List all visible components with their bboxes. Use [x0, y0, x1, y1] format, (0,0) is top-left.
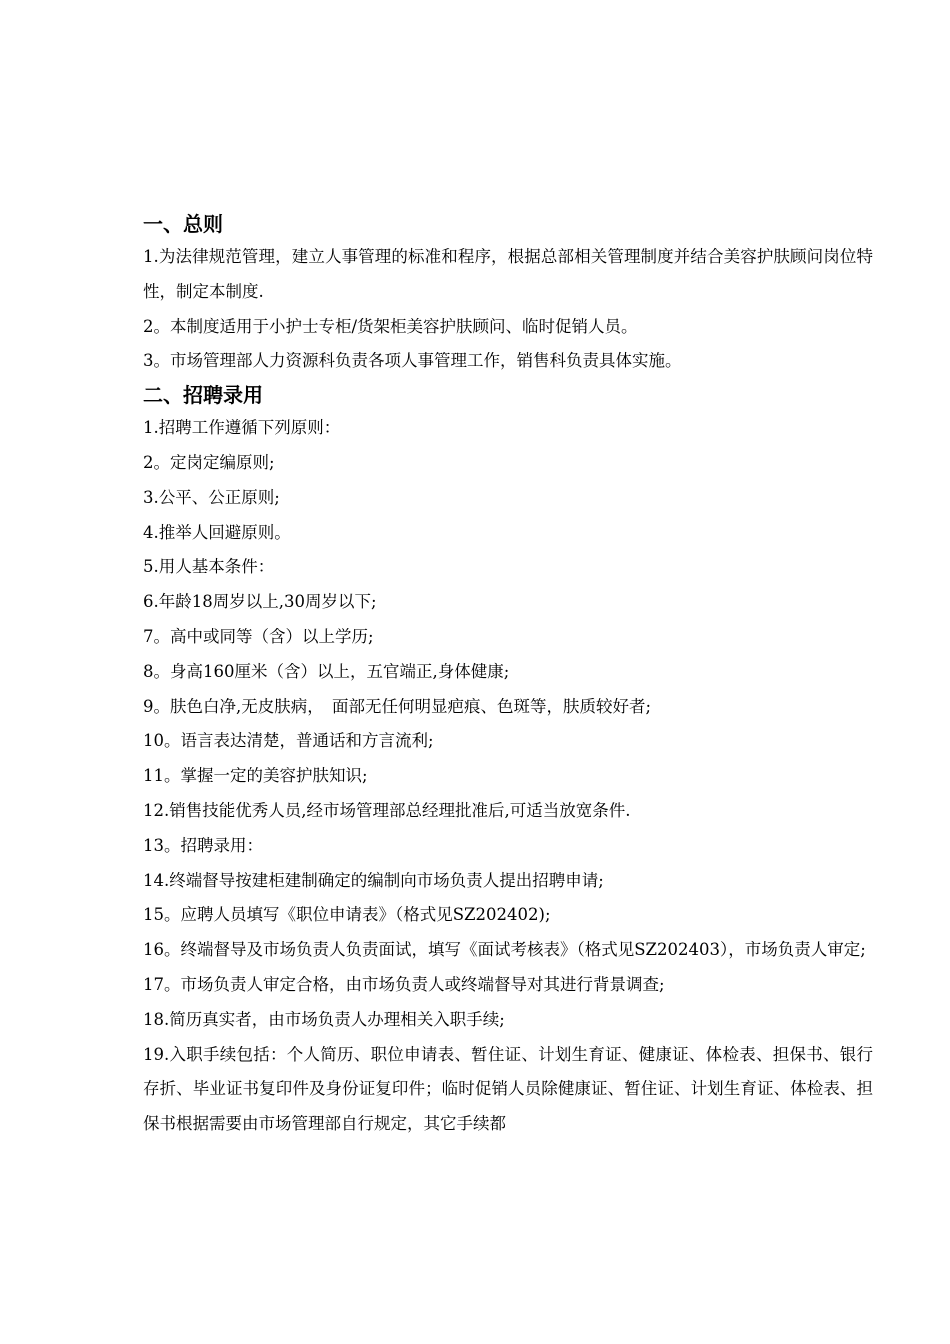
paragraph: 1.为法律规范管理，建立人事管理的标准和程序，根据总部相关管理制度并结合美容护肤顾问岗位特性，制定本制度.	[143, 247, 873, 301]
paragraph: 7。高中或同等（含）以上学历;	[143, 626, 374, 646]
paragraph: 3。市场管理部人力资源科负责各项人事管理工作，销售科负责具体实施。	[143, 351, 682, 371]
paragraph: 12.销售技能优秀人员,经市场管理部总经理批准后,可适当放宽条件.	[143, 800, 631, 820]
paragraph: 9。肤色白净,无皮肤病， 面部无任何明显疤痕、色斑等，肤质较好者;	[143, 696, 652, 716]
paragraph: 4.推举人回避原则。	[143, 522, 291, 542]
paragraph: 3.公平、公正原则;	[143, 487, 280, 507]
paragraph: 18.简历真实者，由市场负责人办理相关入职手续;	[143, 1009, 505, 1029]
paragraph: 5.用人基本条件：	[143, 557, 275, 577]
paragraph: 14.终端督导按建柜建制确定的编制向市场负责人提出招聘申请;	[143, 870, 604, 890]
paragraph: 13。招聘录用：	[143, 835, 263, 855]
paragraph: 16。终端督导及市场负责人负责面试，填写《面试考核表》（格式见SZ202403），市场负责人审定;	[143, 940, 866, 960]
paragraph: 1.招聘工作遵循下列原则：	[143, 418, 341, 438]
paragraph: 15。应聘人员填写《职位申请表》（格式见SZ202402);	[143, 905, 551, 925]
section-heading-general: 一、总则	[143, 212, 223, 236]
paragraph: 2。本制度适用于小护士专柜/货架柜美容护肤顾问、临时促销人员。	[143, 316, 638, 336]
paragraph: 6.年龄18周岁以上,30周岁以下;	[143, 592, 377, 612]
paragraph: 19.入职手续包括：个人简历、职位申请表、暂住证、计划生育证、健康证、体检表、担保书、银行存折、毕业证书复印件及身份证复印件；临时促销人员除健康证、暂住证、计划生育证、体检表、担保书根据需要由市场管理部自行规定，其它手续都	[143, 1044, 873, 1134]
section-heading-recruitment: 二、招聘录用	[143, 383, 263, 408]
paragraph: 10。语言表达清楚，普通话和方言流利;	[143, 731, 434, 751]
paragraph: 17。市场负责人审定合格，由市场负责人或终端督导对其进行背景调查;	[143, 974, 665, 994]
paragraph: 11。掌握一定的美容护肤知识;	[143, 766, 368, 786]
document-page	[143, 208, 873, 1142]
paragraph: 8。身高160厘米（含）以上，五官端正,身体健康;	[143, 661, 510, 681]
paragraph: 2。定岗定编原则;	[143, 452, 275, 472]
